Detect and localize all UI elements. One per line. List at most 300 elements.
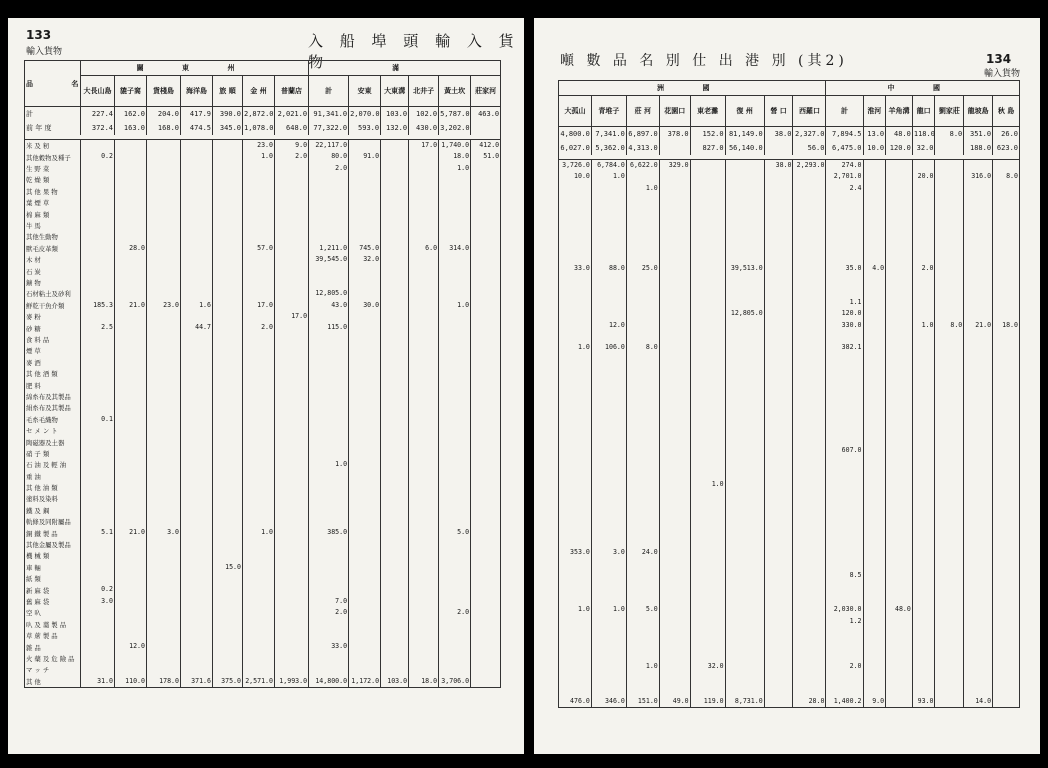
- table-cell: [626, 388, 659, 399]
- table-cell: [793, 456, 826, 467]
- group-header: 中 國: [826, 81, 1020, 96]
- table-cell: 1.6: [181, 300, 213, 311]
- table-cell: [912, 194, 935, 205]
- table-cell: 17.0: [243, 300, 275, 311]
- table-cell: [381, 596, 409, 607]
- table-cell: [793, 217, 826, 228]
- table-cell: [213, 231, 243, 242]
- table-cell: 345.0: [213, 121, 243, 135]
- table-cell: 81,149.0: [725, 127, 764, 142]
- table-cell: [993, 570, 1020, 581]
- table-row: [25, 357, 501, 368]
- table-row: [559, 525, 1020, 536]
- table-cell: [659, 456, 690, 467]
- table-cell: [81, 368, 115, 379]
- table-row: [559, 171, 1020, 182]
- table-cell: [993, 547, 1020, 558]
- table-cell: 2.4: [826, 183, 863, 194]
- table-cell: [439, 459, 471, 470]
- table-cell: [591, 297, 626, 308]
- table-cell: [863, 536, 886, 547]
- table-cell: [559, 559, 592, 570]
- table-cell: [559, 468, 592, 479]
- column-header: 金 州: [243, 76, 275, 107]
- table-cell: [147, 322, 181, 333]
- table-cell: [471, 334, 501, 345]
- table-cell: [471, 653, 501, 664]
- table-cell: [912, 536, 935, 547]
- table-cell: [275, 539, 309, 550]
- table-cell: 430.0: [409, 121, 439, 135]
- table-cell: [912, 365, 935, 376]
- table-cell: [886, 183, 913, 194]
- table-cell: [439, 641, 471, 652]
- table-cell: [690, 422, 725, 433]
- table-cell: [147, 197, 181, 208]
- table-row: [559, 308, 1020, 319]
- table-cell: 118.0: [912, 127, 935, 142]
- table-cell: [81, 539, 115, 550]
- table-cell: [935, 263, 964, 274]
- table-cell: [690, 399, 725, 410]
- table-cell: [471, 265, 501, 276]
- table-cell: [409, 584, 439, 595]
- table-cell: 21.0: [115, 300, 147, 311]
- table-cell: 2,571.0: [243, 676, 275, 688]
- table-cell: [147, 254, 181, 265]
- table-cell: [181, 471, 213, 482]
- table-cell: [826, 274, 863, 285]
- table-cell: [935, 490, 964, 501]
- table-cell: [591, 627, 626, 638]
- table-cell: [591, 673, 626, 684]
- table-cell: 178.0: [147, 676, 181, 688]
- table-row: [559, 604, 1020, 615]
- table-cell: 5,787.0: [439, 107, 471, 122]
- table-cell: [935, 141, 964, 155]
- table-cell: [559, 570, 592, 581]
- table-cell: [725, 228, 764, 239]
- table-cell: [964, 411, 993, 422]
- table-cell: [349, 619, 381, 630]
- table-cell: [349, 197, 381, 208]
- table-cell: [993, 456, 1020, 467]
- table-cell: [409, 653, 439, 664]
- table-cell: [912, 445, 935, 456]
- table-cell: [243, 368, 275, 379]
- table-cell: 1.0: [243, 151, 275, 162]
- table-cell: [964, 536, 993, 547]
- table-cell: [993, 331, 1020, 342]
- table-cell: [309, 619, 349, 630]
- table-cell: [626, 639, 659, 650]
- table-cell: [213, 448, 243, 459]
- table-cell: [409, 459, 439, 470]
- table-cell: [764, 661, 793, 672]
- table-cell: [439, 174, 471, 185]
- table-cell: [863, 547, 886, 558]
- table-cell: [964, 582, 993, 593]
- table-cell: [115, 151, 147, 162]
- table-cell: [964, 297, 993, 308]
- table-cell: [591, 411, 626, 422]
- table-cell: [349, 584, 381, 595]
- table-cell: [764, 513, 793, 524]
- table-cell: [886, 696, 913, 708]
- table-cell: [349, 482, 381, 493]
- table-cell: [690, 559, 725, 570]
- table-cell: [115, 562, 147, 573]
- table-cell: [309, 220, 349, 231]
- table-cell: 351.0: [964, 127, 993, 142]
- table-cell: [439, 550, 471, 561]
- table-cell: [213, 573, 243, 584]
- group-header: 滿: [309, 61, 501, 76]
- table-cell: 7.0: [309, 596, 349, 607]
- table-cell: [764, 604, 793, 615]
- table-row: [559, 593, 1020, 604]
- table-row: [25, 493, 501, 504]
- table-cell: [793, 399, 826, 410]
- table-cell: [826, 228, 863, 239]
- table-cell: [381, 619, 409, 630]
- table-cell: [725, 206, 764, 217]
- table-row: [25, 573, 501, 584]
- table-cell: [559, 502, 592, 513]
- table-cell: [439, 573, 471, 584]
- table-cell: [935, 650, 964, 661]
- table-cell: 5.0: [439, 527, 471, 538]
- table-cell: 115.0: [309, 322, 349, 333]
- table-row: [559, 445, 1020, 456]
- table-cell: [349, 527, 381, 538]
- table-cell: [81, 379, 115, 390]
- table-cell: [275, 482, 309, 493]
- table-cell: [793, 251, 826, 262]
- table-cell: [764, 445, 793, 456]
- table-cell: [409, 151, 439, 162]
- table-cell: 1.0: [439, 163, 471, 174]
- table-cell: [725, 354, 764, 365]
- row-label: 鑛 物: [26, 278, 41, 287]
- table-cell: [147, 607, 181, 618]
- table-cell: [863, 160, 886, 172]
- column-header: 大孤山: [559, 96, 592, 127]
- table-cell: [439, 368, 471, 379]
- table-cell: [471, 482, 501, 493]
- table-cell: 1.2: [826, 616, 863, 627]
- page-subtitle: 輸入貨物: [26, 47, 63, 57]
- table-cell: [147, 459, 181, 470]
- table-cell: [471, 357, 501, 368]
- table-cell: [725, 365, 764, 376]
- table-cell: [81, 493, 115, 504]
- table-cell: [115, 402, 147, 413]
- table-cell: [993, 422, 1020, 433]
- table-cell: [275, 493, 309, 504]
- table-cell: [886, 536, 913, 547]
- table-cell: [147, 151, 181, 162]
- table-row: [25, 186, 501, 197]
- table-cell: [591, 536, 626, 547]
- table-cell: [886, 582, 913, 593]
- table-cell: [626, 331, 659, 342]
- table-cell: [725, 297, 764, 308]
- table-cell: [115, 414, 147, 425]
- table-cell: [349, 630, 381, 641]
- row-label: 其 他 酒 類: [26, 370, 58, 379]
- table-cell: [659, 513, 690, 524]
- table-row: [559, 422, 1020, 433]
- table-cell: [309, 664, 349, 675]
- table-cell: [626, 513, 659, 524]
- table-cell: [471, 254, 501, 265]
- table-cell: [409, 436, 439, 447]
- table-cell: [181, 151, 213, 162]
- table-cell: [381, 300, 409, 311]
- table-cell: [626, 194, 659, 205]
- column-header: 淮河: [863, 96, 886, 127]
- table-cell: [690, 194, 725, 205]
- table-cell: [591, 616, 626, 627]
- table-cell: [309, 334, 349, 345]
- table-cell: [559, 183, 592, 194]
- table-cell: [912, 513, 935, 524]
- table-cell: [349, 140, 381, 152]
- table-cell: [863, 468, 886, 479]
- table-cell: [147, 550, 181, 561]
- table-cell: 1,400.2: [826, 696, 863, 708]
- table-cell: [863, 240, 886, 251]
- table-cell: [439, 311, 471, 322]
- row-label: 其他金屬及製品: [26, 541, 71, 550]
- table-cell: 14,800.0: [309, 676, 349, 688]
- table-cell: 1.0: [690, 479, 725, 490]
- table-cell: [863, 308, 886, 319]
- table-cell: [964, 434, 993, 445]
- table-cell: [439, 345, 471, 356]
- table-cell: [993, 650, 1020, 661]
- table-cell: [381, 641, 409, 652]
- table-cell: [381, 539, 409, 550]
- table-cell: [964, 559, 993, 570]
- table-cell: 56,140.0: [725, 141, 764, 155]
- table-row: [559, 513, 1020, 524]
- table-cell: [243, 425, 275, 436]
- table-cell: [591, 274, 626, 285]
- table-cell: [213, 493, 243, 504]
- table-row: [25, 311, 501, 322]
- table-cell: [181, 288, 213, 299]
- table-cell: [471, 562, 501, 573]
- table-cell: [471, 300, 501, 311]
- table-cell: [964, 502, 993, 513]
- table-cell: [764, 263, 793, 274]
- table-cell: [471, 436, 501, 447]
- table-cell: [409, 174, 439, 185]
- table-cell: [275, 516, 309, 527]
- table-cell: [409, 550, 439, 561]
- table-cell: 7,341.0: [591, 127, 626, 142]
- table-cell: [993, 479, 1020, 490]
- table-cell: 1,740.0: [439, 140, 471, 152]
- table-cell: [764, 616, 793, 627]
- table-cell: [659, 141, 690, 155]
- table-cell: [764, 365, 793, 376]
- table-cell: [863, 502, 886, 513]
- row-label: 食 料 品: [26, 335, 50, 344]
- table-cell: [115, 368, 147, 379]
- table-cell: 163.0: [115, 121, 147, 135]
- table-cell: [725, 468, 764, 479]
- table-cell: [863, 194, 886, 205]
- table-cell: [275, 197, 309, 208]
- row-label: 鐵 及 鋼: [26, 506, 50, 515]
- table-cell: [559, 206, 592, 217]
- table-row: [559, 228, 1020, 239]
- table-cell: [115, 311, 147, 322]
- table-cell: [275, 653, 309, 664]
- table-cell: 10.0: [863, 141, 886, 155]
- table-cell: [935, 456, 964, 467]
- table-cell: [725, 513, 764, 524]
- table-cell: [81, 197, 115, 208]
- row-label: 軌條及同附屬品: [26, 518, 71, 527]
- table-cell: [275, 277, 309, 288]
- table-cell: [863, 377, 886, 388]
- table-cell: [275, 505, 309, 516]
- table-cell: [381, 311, 409, 322]
- table-cell: [935, 308, 964, 319]
- table-cell: [659, 639, 690, 650]
- table-cell: [559, 354, 592, 365]
- table-cell: [439, 562, 471, 573]
- table-cell: [471, 414, 501, 425]
- table-cell: 91,341.0: [309, 107, 349, 122]
- table-cell: [659, 228, 690, 239]
- table-cell: [559, 251, 592, 262]
- table-cell: [591, 513, 626, 524]
- table-cell: [439, 265, 471, 276]
- table-cell: [309, 357, 349, 368]
- table-cell: [81, 254, 115, 265]
- table-cell: [912, 422, 935, 433]
- table-cell: [439, 379, 471, 390]
- table-cell: [863, 365, 886, 376]
- table-cell: [793, 206, 826, 217]
- table-cell: 152.0: [690, 127, 725, 142]
- table-cell: [912, 479, 935, 490]
- table-cell: [559, 308, 592, 319]
- table-cell: [471, 243, 501, 254]
- table-cell: [793, 547, 826, 558]
- table-cell: [626, 274, 659, 285]
- table-cell: [471, 493, 501, 504]
- table-cell: [626, 240, 659, 251]
- table-cell: 3.0: [147, 527, 181, 538]
- table-cell: [993, 673, 1020, 684]
- table-cell: [559, 320, 592, 331]
- table-cell: [559, 217, 592, 228]
- table-row: [559, 627, 1020, 638]
- table-cell: [659, 217, 690, 228]
- table-cell: [115, 596, 147, 607]
- table-cell: [115, 471, 147, 482]
- table-cell: [993, 263, 1020, 274]
- table-row: [559, 365, 1020, 376]
- table-cell: 32.0: [349, 254, 381, 265]
- table-cell: [826, 365, 863, 376]
- table-cell: [863, 627, 886, 638]
- table-cell: [690, 377, 725, 388]
- table-cell: 8.0: [935, 127, 964, 142]
- row-label: 其他穀物及種子: [26, 153, 71, 162]
- table-cell: 43.0: [309, 300, 349, 311]
- table-cell: 1.0: [591, 604, 626, 615]
- table-cell: [863, 354, 886, 365]
- table-cell: [181, 539, 213, 550]
- total-row: [25, 121, 501, 135]
- table-cell: [993, 684, 1020, 695]
- table-row: [559, 456, 1020, 467]
- page-title: 噸 數 品 名 別 仕 出 港 別 (其2): [560, 53, 848, 69]
- table-cell: [181, 505, 213, 516]
- table-cell: [935, 388, 964, 399]
- table-cell: [912, 331, 935, 342]
- table-cell: [659, 240, 690, 251]
- table-cell: 120.0: [886, 141, 913, 155]
- row-label: 前 年 度: [26, 124, 52, 132]
- table-cell: [863, 399, 886, 410]
- table-cell: [409, 664, 439, 675]
- table-cell: 103.0: [381, 676, 409, 688]
- table-cell: [886, 639, 913, 650]
- table-row: [559, 468, 1020, 479]
- table-cell: [764, 331, 793, 342]
- table-cell: [147, 414, 181, 425]
- row-label: 計: [26, 110, 33, 118]
- table-cell: [309, 311, 349, 322]
- table-cell: [886, 445, 913, 456]
- table-cell: 39,545.0: [309, 254, 349, 265]
- table-cell: [863, 274, 886, 285]
- table-cell: [793, 650, 826, 661]
- table-cell: [912, 388, 935, 399]
- table-cell: [935, 513, 964, 524]
- table-cell: 648.0: [275, 121, 309, 135]
- table-cell: [764, 456, 793, 467]
- table-cell: [659, 684, 690, 695]
- row-label: 石 炭: [26, 267, 41, 276]
- table-cell: 44.7: [181, 322, 213, 333]
- table-cell: [725, 217, 764, 228]
- table-cell: [863, 559, 886, 570]
- table-cell: [471, 311, 501, 322]
- table-cell: [213, 550, 243, 561]
- table-cell: [559, 593, 592, 604]
- table-cell: 17.0: [275, 311, 309, 322]
- table-cell: [243, 186, 275, 197]
- table-cell: [591, 684, 626, 695]
- table-cell: [886, 320, 913, 331]
- column-header: 普蘭店: [275, 76, 309, 107]
- table-cell: [793, 297, 826, 308]
- table-cell: [793, 604, 826, 615]
- table-cell: [912, 217, 935, 228]
- table-cell: [559, 411, 592, 422]
- table-cell: [659, 559, 690, 570]
- table-cell: [471, 573, 501, 584]
